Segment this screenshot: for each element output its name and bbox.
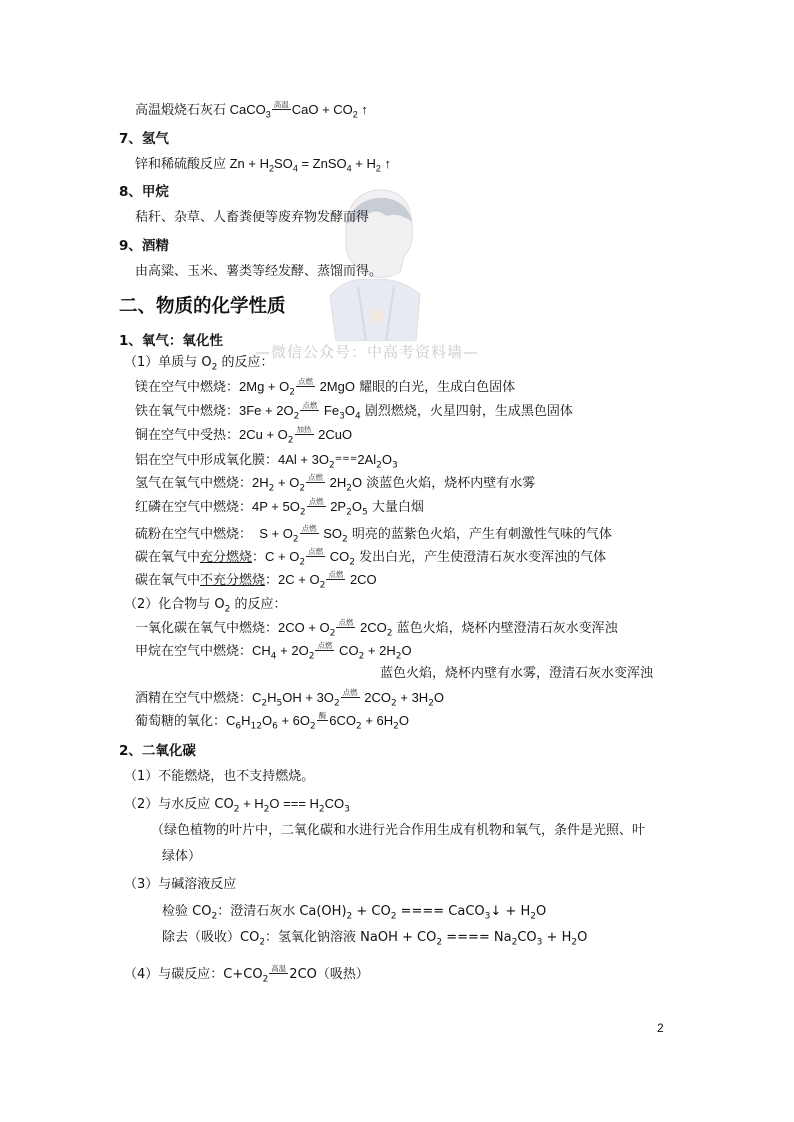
reaction-iron <box>135 402 573 421</box>
description: 剧烈燃烧，火星四射，生成黑色固体 <box>360 404 573 419</box>
watermark-figure-icon <box>316 176 436 341</box>
subscript: 2 <box>299 507 306 518</box>
formula: 4Al + 3O <box>278 452 329 467</box>
subscript: 2 <box>349 557 355 568</box>
formula: O <box>344 403 355 418</box>
subscript: 2 <box>211 362 218 373</box>
reaction-carbon-monoxide <box>135 619 618 638</box>
formula: C + O <box>265 549 300 564</box>
subscript: 4 <box>292 163 298 174</box>
subscript: 2 <box>390 911 397 922</box>
text: 的反应： <box>230 597 287 612</box>
subscript: 2 <box>341 534 348 545</box>
subscript: 2 <box>511 937 518 948</box>
formula: O <box>398 713 410 728</box>
co2-property-4 <box>124 965 369 984</box>
subscript: 2 <box>395 651 402 662</box>
subscript: 3 <box>265 109 271 120</box>
reaction-methane <box>135 642 412 661</box>
label: ： <box>252 550 266 565</box>
reaction-zinc-acid <box>135 155 391 173</box>
condition-label: 点燃 <box>308 497 324 506</box>
formula: 2MgO <box>315 379 355 394</box>
label: 酒精在空气中燃烧： <box>135 691 253 706</box>
subscript: 2 <box>376 460 382 471</box>
subscript: 2 <box>333 698 340 709</box>
text: + H <box>351 156 376 171</box>
subscript: 2 <box>259 937 266 948</box>
condition-label: 点燃 <box>302 401 318 410</box>
subscript: 4 <box>346 163 352 174</box>
formula: C <box>252 690 262 705</box>
subscript: 2 <box>211 911 218 922</box>
text: O <box>535 904 547 919</box>
formula: OH + 3O <box>282 690 334 705</box>
text-methane-source: 秸秆、杂草、人畜粪便等废弃物发酵而得 <box>135 210 370 225</box>
subscript: 3 <box>391 460 398 471</box>
formula: 2P <box>326 499 347 514</box>
reaction-carbon-complete <box>135 548 606 567</box>
heading-hydrogen: 7、氢气 <box>119 131 169 147</box>
subscript: 2 <box>299 483 306 494</box>
formula: S + O <box>252 526 293 541</box>
subscript: 2 <box>393 721 399 732</box>
text: 的反应： <box>217 355 274 370</box>
condition-label: 点燃 <box>338 618 354 627</box>
description: 大量白烟 <box>367 500 424 515</box>
reaction-phosphorus <box>135 498 424 517</box>
co2-absorb-naoh <box>162 929 587 947</box>
description: 蓝色火焰，烧杯内壁澄清石灰水变浑浊 <box>392 621 618 636</box>
formula: 2Cu + O <box>239 427 288 442</box>
text: （2）化合物与 O <box>124 597 225 612</box>
description-methane: 蓝色火焰，烧杯内壁有水雾，澄清石灰水变浑浊 <box>380 666 654 681</box>
label: 红磷在空气中燃烧： <box>135 500 253 515</box>
formula: + 6O <box>277 713 311 728</box>
formula: CH <box>252 643 271 658</box>
formula: 6CO <box>329 713 356 728</box>
subscript: 3 <box>484 911 491 922</box>
formula: O <box>352 475 363 490</box>
label: ： <box>265 573 279 588</box>
reaction-carbon-incomplete <box>135 571 377 590</box>
equals-sign: === <box>334 454 358 464</box>
subheading-compound-oxygen <box>124 596 287 614</box>
subscript: 2 <box>293 411 300 422</box>
reaction-hydrogen-combustion <box>135 474 535 493</box>
text: ：氢氧化钠溶液 NaOH + CO <box>265 930 437 945</box>
formula: 2CO + O <box>278 620 330 635</box>
heading-alcohol: 9、酒精 <box>119 238 169 254</box>
subscript: 2 <box>329 628 336 639</box>
formula: C <box>226 713 236 728</box>
gas-arrow-icon: ↑ <box>357 102 368 117</box>
reaction-sulfur <box>135 525 612 544</box>
subscript: 2 <box>269 163 275 174</box>
condition-label: 点燃 <box>317 641 333 650</box>
formula: + 6H <box>361 713 394 728</box>
formula: O <box>261 713 273 728</box>
subscript: 3 <box>344 804 350 815</box>
label: 葡萄糖的氧化： <box>135 714 227 729</box>
condition-label: 点燃 <box>342 688 358 697</box>
formula: O === H <box>269 796 319 811</box>
subscript: 2 <box>268 483 275 494</box>
formula: CO <box>326 549 350 564</box>
subscript: 2 <box>299 557 306 568</box>
text: 2CO（吸热） <box>289 967 369 982</box>
section-heading-chemical-properties: 二、物质的化学性质 <box>119 296 286 317</box>
subscript: 2 <box>355 721 362 732</box>
subscript: 2 <box>346 507 352 518</box>
formula: O <box>401 643 412 658</box>
text: ==== Na <box>442 930 512 945</box>
subheading-element-oxygen <box>124 354 274 372</box>
subscript: 6 <box>235 721 242 732</box>
subscript: 2 <box>310 721 316 732</box>
formula: 3Fe + 2O <box>239 403 294 418</box>
formula: CO <box>335 643 359 658</box>
formula: 4P + 5O <box>252 499 300 514</box>
label: 碳在氧气中 <box>135 550 201 565</box>
text: CaO + CO <box>291 102 353 117</box>
co2-property-1: （1）不能燃烧，也不支持燃烧。 <box>124 769 315 784</box>
condition-label: 加热 <box>296 425 312 434</box>
subscript: 2 <box>262 974 269 985</box>
subscript: 2 <box>346 483 353 494</box>
description: 发出白光，产生使澄清石灰水变浑浊的气体 <box>354 550 607 565</box>
photosynthesis-note-cont: 绿体） <box>162 849 202 864</box>
condition-label: 高温 <box>273 100 289 109</box>
condition-label: 高温 <box>271 964 287 973</box>
description: 明亮的蓝紫色火焰，产生有刺激性气味的气体 <box>347 527 612 542</box>
subscript: 5 <box>276 698 283 709</box>
subscript: 6 <box>272 721 278 732</box>
formula: 2H <box>252 475 269 490</box>
text: = ZnSO <box>297 156 347 171</box>
subscript: 2 <box>530 911 536 922</box>
formula: + H <box>239 796 264 811</box>
formula: H <box>241 713 251 728</box>
formula: O <box>351 499 362 514</box>
reaction-limestone <box>135 101 368 119</box>
photosynthesis-note: （绿色植物的叶片中，二氧化碳和水进行光合作用生成有机物和氧气，条件是光照、叶 <box>151 823 646 838</box>
text: （2）与水反应 CO <box>124 797 234 812</box>
text: O <box>577 930 588 945</box>
label: 一氧化碳在氧气中燃烧： <box>135 621 279 636</box>
condition-label: 点燃 <box>297 377 313 386</box>
reaction-copper <box>135 426 352 445</box>
subscript: 2 <box>346 911 353 922</box>
subscript: 3 <box>536 937 543 948</box>
text: 除去（吸收）CO <box>162 930 260 945</box>
subscript: 2 <box>391 698 397 709</box>
condition-label: 点燃 <box>308 473 324 482</box>
co2-property-2 <box>124 795 350 814</box>
text: SO <box>274 156 293 171</box>
subscript: 12 <box>250 721 262 732</box>
label: 镁在空气中燃烧： <box>135 380 240 395</box>
text: （4）与碳反应：C+CO <box>124 967 263 982</box>
text: + H <box>501 904 531 919</box>
text: （1）单质与 O <box>124 355 212 370</box>
formula: SO <box>319 526 342 541</box>
label: 甲烷在空气中燃烧： <box>135 644 253 659</box>
text: 高温煅烧石灰石 CaCO <box>135 102 266 117</box>
subscript: 2 <box>375 163 381 174</box>
formula: 2Al <box>357 452 377 467</box>
formula: O <box>433 690 445 705</box>
subscript: 2 <box>308 651 315 662</box>
watermark-text: —微信公众号：中高考资料墙— <box>255 343 480 361</box>
text: 锌和稀硫酸反应 Zn + H <box>135 156 269 171</box>
formula: + 3H <box>396 690 429 705</box>
heading-carbon-dioxide: 2、二氧化碳 <box>119 743 196 759</box>
label-underlined: 不充分燃烧 <box>200 573 266 588</box>
formula: H <box>267 690 277 705</box>
formula: CO <box>324 796 345 811</box>
formula: 2H <box>326 475 347 490</box>
subscript: 2 <box>224 604 231 615</box>
label: 铜在空气中受热： <box>135 428 240 443</box>
text: + H <box>542 930 572 945</box>
label: 碳在氧气中 <box>135 573 201 588</box>
condition-label: 酶 <box>318 711 327 720</box>
formula: 2CuO <box>314 427 353 442</box>
subscript: 2 <box>319 580 326 591</box>
co2-property-3: （3）与碱溶液反应 <box>124 877 237 892</box>
description: 淡蓝色火焰，烧杯内壁有水雾 <box>362 476 536 491</box>
condition-label: 点燃 <box>308 547 324 556</box>
formula: 2CO <box>346 572 377 587</box>
reaction-glucose <box>135 712 409 731</box>
subscript: 4 <box>354 411 361 422</box>
co2-test-limewater <box>162 903 546 921</box>
subscript: 2 <box>292 534 299 545</box>
formula: 2CO <box>360 690 392 705</box>
formula: 2CO <box>356 620 387 635</box>
text: 检验 CO <box>162 904 212 919</box>
label-underlined: 充分燃烧 <box>200 550 253 565</box>
label: 硫粉在空气中燃烧： <box>135 527 253 542</box>
gas-arrow-icon: ↑ <box>380 156 391 171</box>
subscript: 2 <box>436 937 443 948</box>
subscript: 5 <box>361 507 368 518</box>
formula: + 2H <box>364 643 396 658</box>
text: + CO <box>352 904 391 919</box>
subscript: 2 <box>352 109 358 120</box>
subscript: 2 <box>328 460 335 471</box>
formula: + O <box>274 475 300 490</box>
condition-label: 点燃 <box>301 524 317 533</box>
subscript: 4 <box>270 651 277 662</box>
reaction-ethanol <box>135 689 444 708</box>
page-number: 2 <box>657 1021 664 1035</box>
text: CO <box>517 930 537 945</box>
condition-label: 点燃 <box>328 570 344 579</box>
formula: + 2O <box>276 643 309 658</box>
subscript: 2 <box>318 804 325 815</box>
subscript: 2 <box>386 628 393 639</box>
subscript: 2 <box>261 698 268 709</box>
description: 耀眼的白光，生成白色固体 <box>354 380 516 395</box>
precipitate-arrow-icon: ↓ <box>490 904 502 919</box>
text: ==== CaCO <box>396 904 485 919</box>
label: 铝在空气中形成氧化膜： <box>135 453 279 468</box>
heading-methane: 8、甲烷 <box>119 184 169 200</box>
subscript: 2 <box>358 651 365 662</box>
subscript: 3 <box>339 411 345 422</box>
subscript: 2 <box>263 804 270 815</box>
text: ：澄清石灰水 Ca(OH) <box>217 904 347 919</box>
subscript: 2 <box>287 435 294 446</box>
formula: 2Mg + O <box>239 379 290 394</box>
subscript: 2 <box>571 937 578 948</box>
reaction-magnesium <box>135 378 515 397</box>
reaction-aluminum <box>135 450 398 470</box>
subscript: 2 <box>233 804 240 815</box>
formula: 2C + O <box>278 572 320 587</box>
formula: O <box>381 452 392 467</box>
subscript: 2 <box>289 387 295 398</box>
label: 氢气在氧气中燃烧： <box>135 476 253 491</box>
subscript: 2 <box>428 698 434 709</box>
formula: Fe <box>320 403 340 418</box>
heading-oxygen: 1、氧气：氧化性 <box>119 333 223 349</box>
label: 铁在氧气中燃烧： <box>135 404 240 419</box>
text-alcohol-source: 由高粱、玉米、薯类等经发酵、蒸馏而得。 <box>135 264 383 279</box>
